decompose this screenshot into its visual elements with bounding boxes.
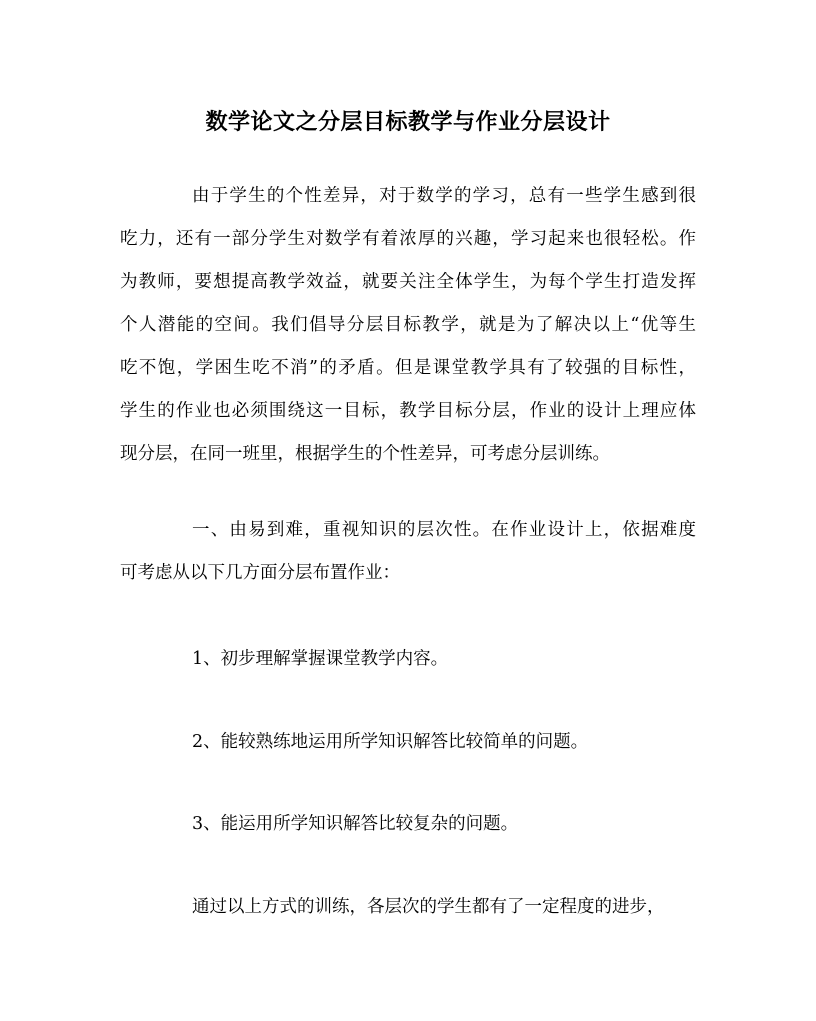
paragraph-1-line-6: 学生的作业也必须围绕这一目标，教学目标分层，作业的设计上理应体 — [120, 401, 696, 421]
paragraph-1-line-1: 由于学生的个性差异，对于数学的学习，总有一些学生感到很 — [192, 186, 696, 206]
document-title: 数学论文之分层目标教学与作业分层设计 — [205, 109, 611, 135]
paragraph-1-line-4: 个人潜能的空间。我们倡导分层目标教学，就是为了解决以上“优等生 — [120, 315, 696, 335]
paragraph-1-line-3: 为教师，要想提高教学效益，就要关注全体学生，为每个学生打造发挥 — [120, 272, 696, 292]
paragraph-3-line-1: 通过以上方式的训练，各层次的学生都有了一定程度的进步， — [192, 897, 665, 917]
paragraph-1-line-2: 吃力，还有一部分学生对数学有着浓厚的兴趣，学习起来也很轻松。作 — [120, 229, 696, 249]
list-item-2: 2、能较熟练地运用所学知识解答比较简单的问题。 — [192, 732, 589, 752]
list-item-1: 1、初步理解掌握课堂教学内容。 — [192, 649, 449, 669]
paragraph-2-line-2: 可考虑从以下几方面分层布置作业： — [120, 563, 400, 583]
paragraph-1-line-5: 吃不饱，学困生吃不消”的矛盾。但是课堂教学具有了较强的目标性， — [120, 358, 696, 378]
paragraph-1-line-7: 现分层，在同一班里，根据学生的个性差异，可考虑分层训练。 — [120, 444, 610, 464]
list-item-3: 3、能运用所学知识解答比较复杂的问题。 — [192, 814, 519, 834]
paragraph-2-line-1: 一、由易到难，重视知识的层次性。在作业设计上，依据难度 — [192, 520, 696, 540]
